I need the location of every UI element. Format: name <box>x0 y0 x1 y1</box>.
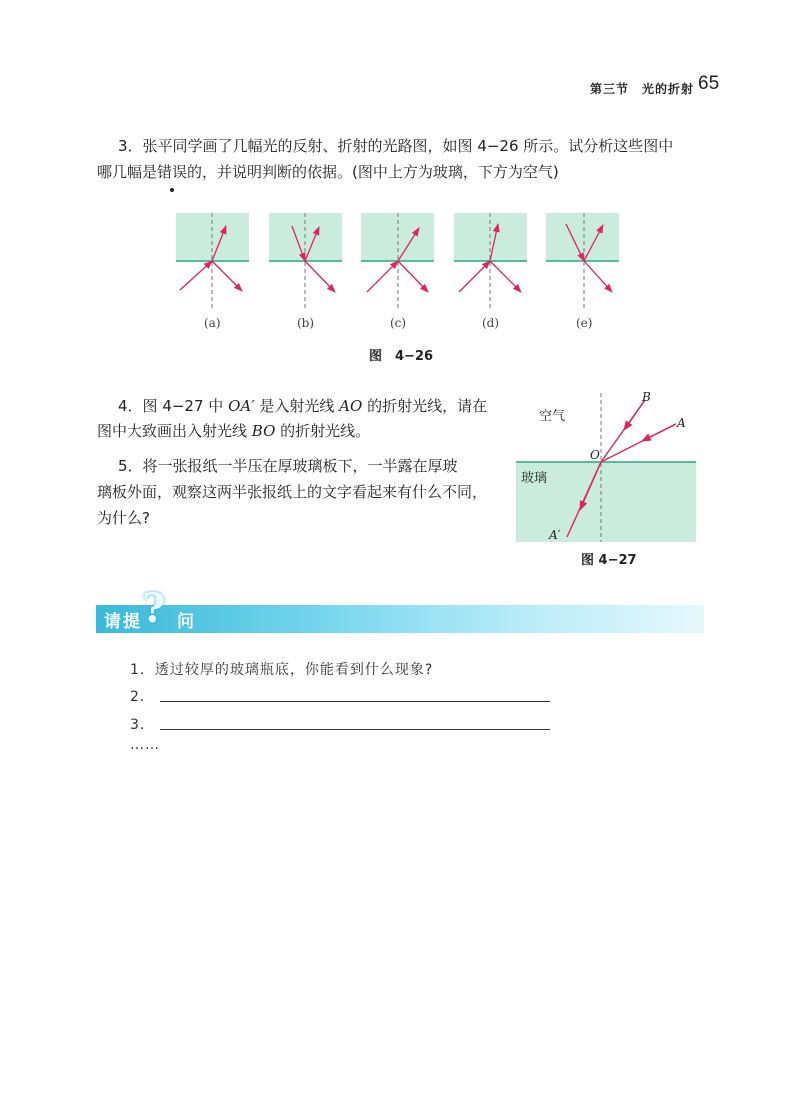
panel-label-e: (e) <box>576 316 593 330</box>
question-4-text: 图 4−27 中 <box>142 397 229 415</box>
ask-question-3-number: 3． <box>130 717 155 733</box>
panel-label-a: (a) <box>204 316 221 330</box>
question-4-text: 的折射光线，请在 <box>362 397 488 415</box>
page-number: 65 <box>698 73 720 94</box>
question-5-line-2: 璃板外面，观察这两半张报纸上的文字看起来有什么不同， <box>97 483 488 501</box>
ray-bo-arrow <box>624 400 645 430</box>
ask-banner-title-left: 请提 <box>104 612 142 632</box>
panel-label-c: (c) <box>390 316 407 330</box>
glass-label: 玻璃 <box>521 471 548 486</box>
point-b-label: B <box>642 390 651 404</box>
point-o-label: O <box>590 448 600 462</box>
question-4-number: 4． <box>118 397 143 415</box>
panel-label-d: (d) <box>482 316 500 330</box>
ray-ao-arrow <box>642 424 676 441</box>
question-3-text-2b: 的，并说明判断的依据。(图中上方为玻璃，下方为空气) <box>187 163 559 181</box>
panel-label-b: (b) <box>297 316 315 330</box>
ellipsis: …… <box>130 737 160 753</box>
question-3-text-1: 张平同学画了几幅光的反射、折射的光路图，如图 4−26 所示。试分析这些图中 <box>142 137 674 155</box>
emphasis-text: 错误 <box>157 159 187 185</box>
question-5-text-1: 将一张报纸一半压在厚玻璃板下，一半露在厚玻 <box>142 457 458 475</box>
ask-question-1: 1．透过较厚的玻璃瓶底，你能看到什么现象? <box>130 662 434 678</box>
answer-blank-line-3[interactable] <box>160 729 550 730</box>
question-4-text: 是入射光线 <box>254 397 340 415</box>
question-4-text: 图中大致画出入射光线 <box>97 422 252 440</box>
ray-label-bo: BO <box>251 422 276 440</box>
question-mark-icon: ? <box>142 585 166 632</box>
air-label: 空气 <box>539 409 566 424</box>
question-3-text-2a: 哪几幅是 <box>97 163 158 181</box>
ask-banner-title-right: 问 <box>177 612 194 632</box>
figure-4-27-caption: 图 4−27 <box>581 553 637 568</box>
answer-blank-line-2[interactable] <box>160 701 550 702</box>
figure-4-26-caption: 图 4−26 <box>369 349 434 364</box>
question-3-number: 3． <box>118 137 143 155</box>
point-a-prime-label: A′ <box>549 528 561 542</box>
ray-label-ao: AO <box>339 397 363 415</box>
ray-label-oa-prime: OA′ <box>228 397 255 415</box>
question-5-line-3: 为什么? <box>97 509 150 527</box>
question-5-number: 5． <box>118 457 143 475</box>
point-a-label: A <box>677 416 686 430</box>
section-title: 第三节 光的折射 <box>590 82 695 96</box>
question-4-text: 的折射光线。 <box>275 422 371 440</box>
ask-question-2-number: 2． <box>130 689 155 705</box>
